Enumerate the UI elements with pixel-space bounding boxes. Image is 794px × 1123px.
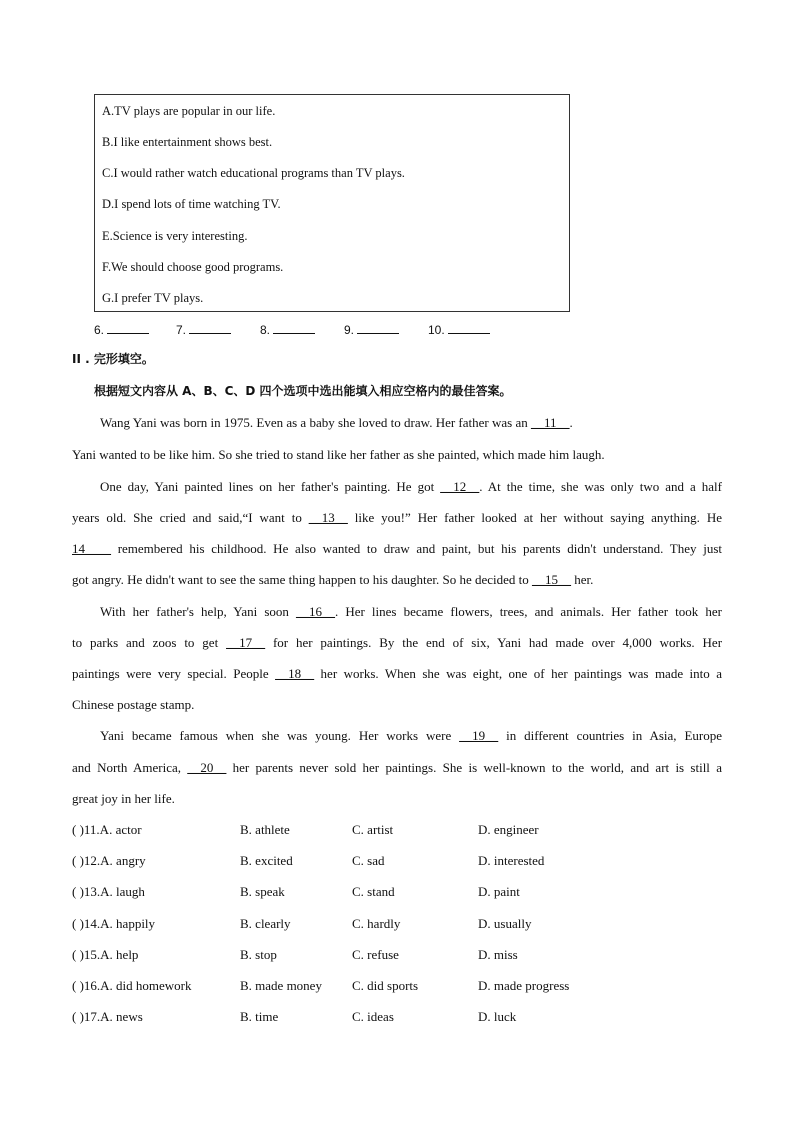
- section-instruction: 根据短文内容从 A、B、C、D 四个选项中选出能填入相应空格内的最佳答案。: [94, 384, 512, 398]
- gap-20: __20__: [187, 760, 227, 775]
- option-b: B.I like entertainment shows best.: [102, 135, 273, 149]
- option-c: C.I would rather watch educational programs than TV plays.: [102, 166, 405, 180]
- answer-blank-9[interactable]: 9.: [344, 322, 399, 337]
- options-box: [94, 94, 570, 312]
- worksheet-page: A.TV plays are popular in our life. B.I like entertainment shows best. C.I would rather watch educational programs than TV plays. D.I spend lots of time watching TV. E.Science is very interesting. F.We should choose good programs. G.I prefer TV plays. 6. 7. 8. 9. 10. II . 完形填空。 根据短文内容从 A、B、C、D 四个选项中选出能填入相应空格内的最佳答案。 Wang Yani was born in 1975. Even as a baby she loved to draw. Her father was an __11__. Yani wanted to be like him. So she tried to stand like her father as she painted, which made him laugh. One day, Yani painted lines on her father's painting. He got __12__. At the time, she was only two and a half years old. She cried and said,“I want to __13__ like you!” Her father looked at her without saying anything. He 14____ remembered his childhood. He also wanted to draw and paint, but his parents didn't understand. They just got angry. He didn't want to see the same thing happen to his daughter. So he decided to __15__ her. With her father's help, Yani soon __16__. Her lines became flowers, trees, and animals. Her father took her to parks and zoos to get __17__ for her paintings. By the end of six, Yani had made over 4,000 works. Her paintings were very special. People __18__ her works. When she was eight, one of her paintings was made into a Chinese postage stamp. Yani became famous when she was young. Her works were __19__ in different countries in Asia, Europe and North America, __20__ her parents never sold her paintings. She is well-known to the world, and art is still a great joy in her life. ( )11.A. actor B. athlete C. artist D. engineer ( )12.A. angry B. excited C. sad D. interested ( )13.A. laugh B. speak C. stand D. paint ( )14.A. happily B. clearly C. hardly D. usually ( )15.A. help B. stop C. refuse D. miss ( )16.A. did homework B. made money C. did sports D. made progress ( )17.A. news B. time C. ideas D. luck: [0, 0, 794, 1123]
- answer-blank-6[interactable]: 6.: [94, 322, 149, 337]
- passage-line: Yani became famous when she was young. Her works were __19__ in different countries in Asia, Europe: [100, 728, 723, 743]
- option-e: E.Science is very interesting.: [102, 229, 248, 243]
- passage-line: 14____ remembered his childhood. He also wanted to draw and paint, but his parents didn't understand. They just: [72, 541, 722, 556]
- passage-line: Yani wanted to be like him. So she tried to stand like her father as she painted, which made him laugh.: [72, 447, 605, 462]
- passage-line: Chinese postage stamp.: [72, 697, 195, 712]
- passage-line: With her father's help, Yani soon __16__. Her lines became flowers, trees, and animals. Her father took her: [100, 604, 722, 619]
- passage-line: Wang Yani was born in 1975. Even as a baby she loved to draw. Her father was an __11__.: [100, 415, 573, 430]
- passage-line: great joy in her life.: [72, 791, 175, 806]
- section-title: II . 完形填空。: [72, 352, 154, 366]
- gap-12: __12__: [440, 479, 480, 494]
- gap-14: 14____: [72, 541, 111, 556]
- answer-blank-8[interactable]: 8.: [260, 322, 315, 337]
- gap-17: __17__: [226, 635, 266, 650]
- option-g: G.I prefer TV plays.: [102, 291, 204, 305]
- gap-18: __18__: [275, 666, 315, 681]
- passage-line: got angry. He didn't want to see the same thing happen to his daughter. So he decided to __15__ her.: [72, 572, 594, 587]
- gap-11: __11__: [530, 415, 570, 430]
- passage-line: years old. She cried and said,“I want to __13__ like you!” Her father looked at her without saying anything. He: [72, 510, 723, 525]
- gap-19: __19__: [459, 728, 499, 743]
- gap-13: __13__: [308, 510, 348, 525]
- passage-line: and North America, __20__ her parents never sold her paintings. She is well-known to the world, and art is still a: [72, 760, 723, 775]
- option-d: D.I spend lots of time watching TV.: [102, 197, 281, 211]
- answer-blank-10[interactable]: 10.: [428, 322, 490, 337]
- gap-16: __16__: [296, 604, 336, 619]
- answer-blank-7[interactable]: 7.: [176, 322, 231, 337]
- passage-line: One day, Yani painted lines on her father's painting. He got __12__. At the time, she was only two and a half: [100, 479, 722, 494]
- option-f: F.We should choose good programs.: [102, 260, 284, 274]
- passage-line: paintings were very special. People __18__ her works. When she was eight, one of her paintings was made into a: [72, 666, 723, 681]
- gap-15: __15__: [532, 572, 572, 587]
- passage-line: to parks and zoos to get __17__ for her paintings. By the end of six, Yani had made over 4,000 works. Her: [72, 635, 723, 650]
- option-a: A.TV plays are popular in our life.: [102, 104, 276, 118]
